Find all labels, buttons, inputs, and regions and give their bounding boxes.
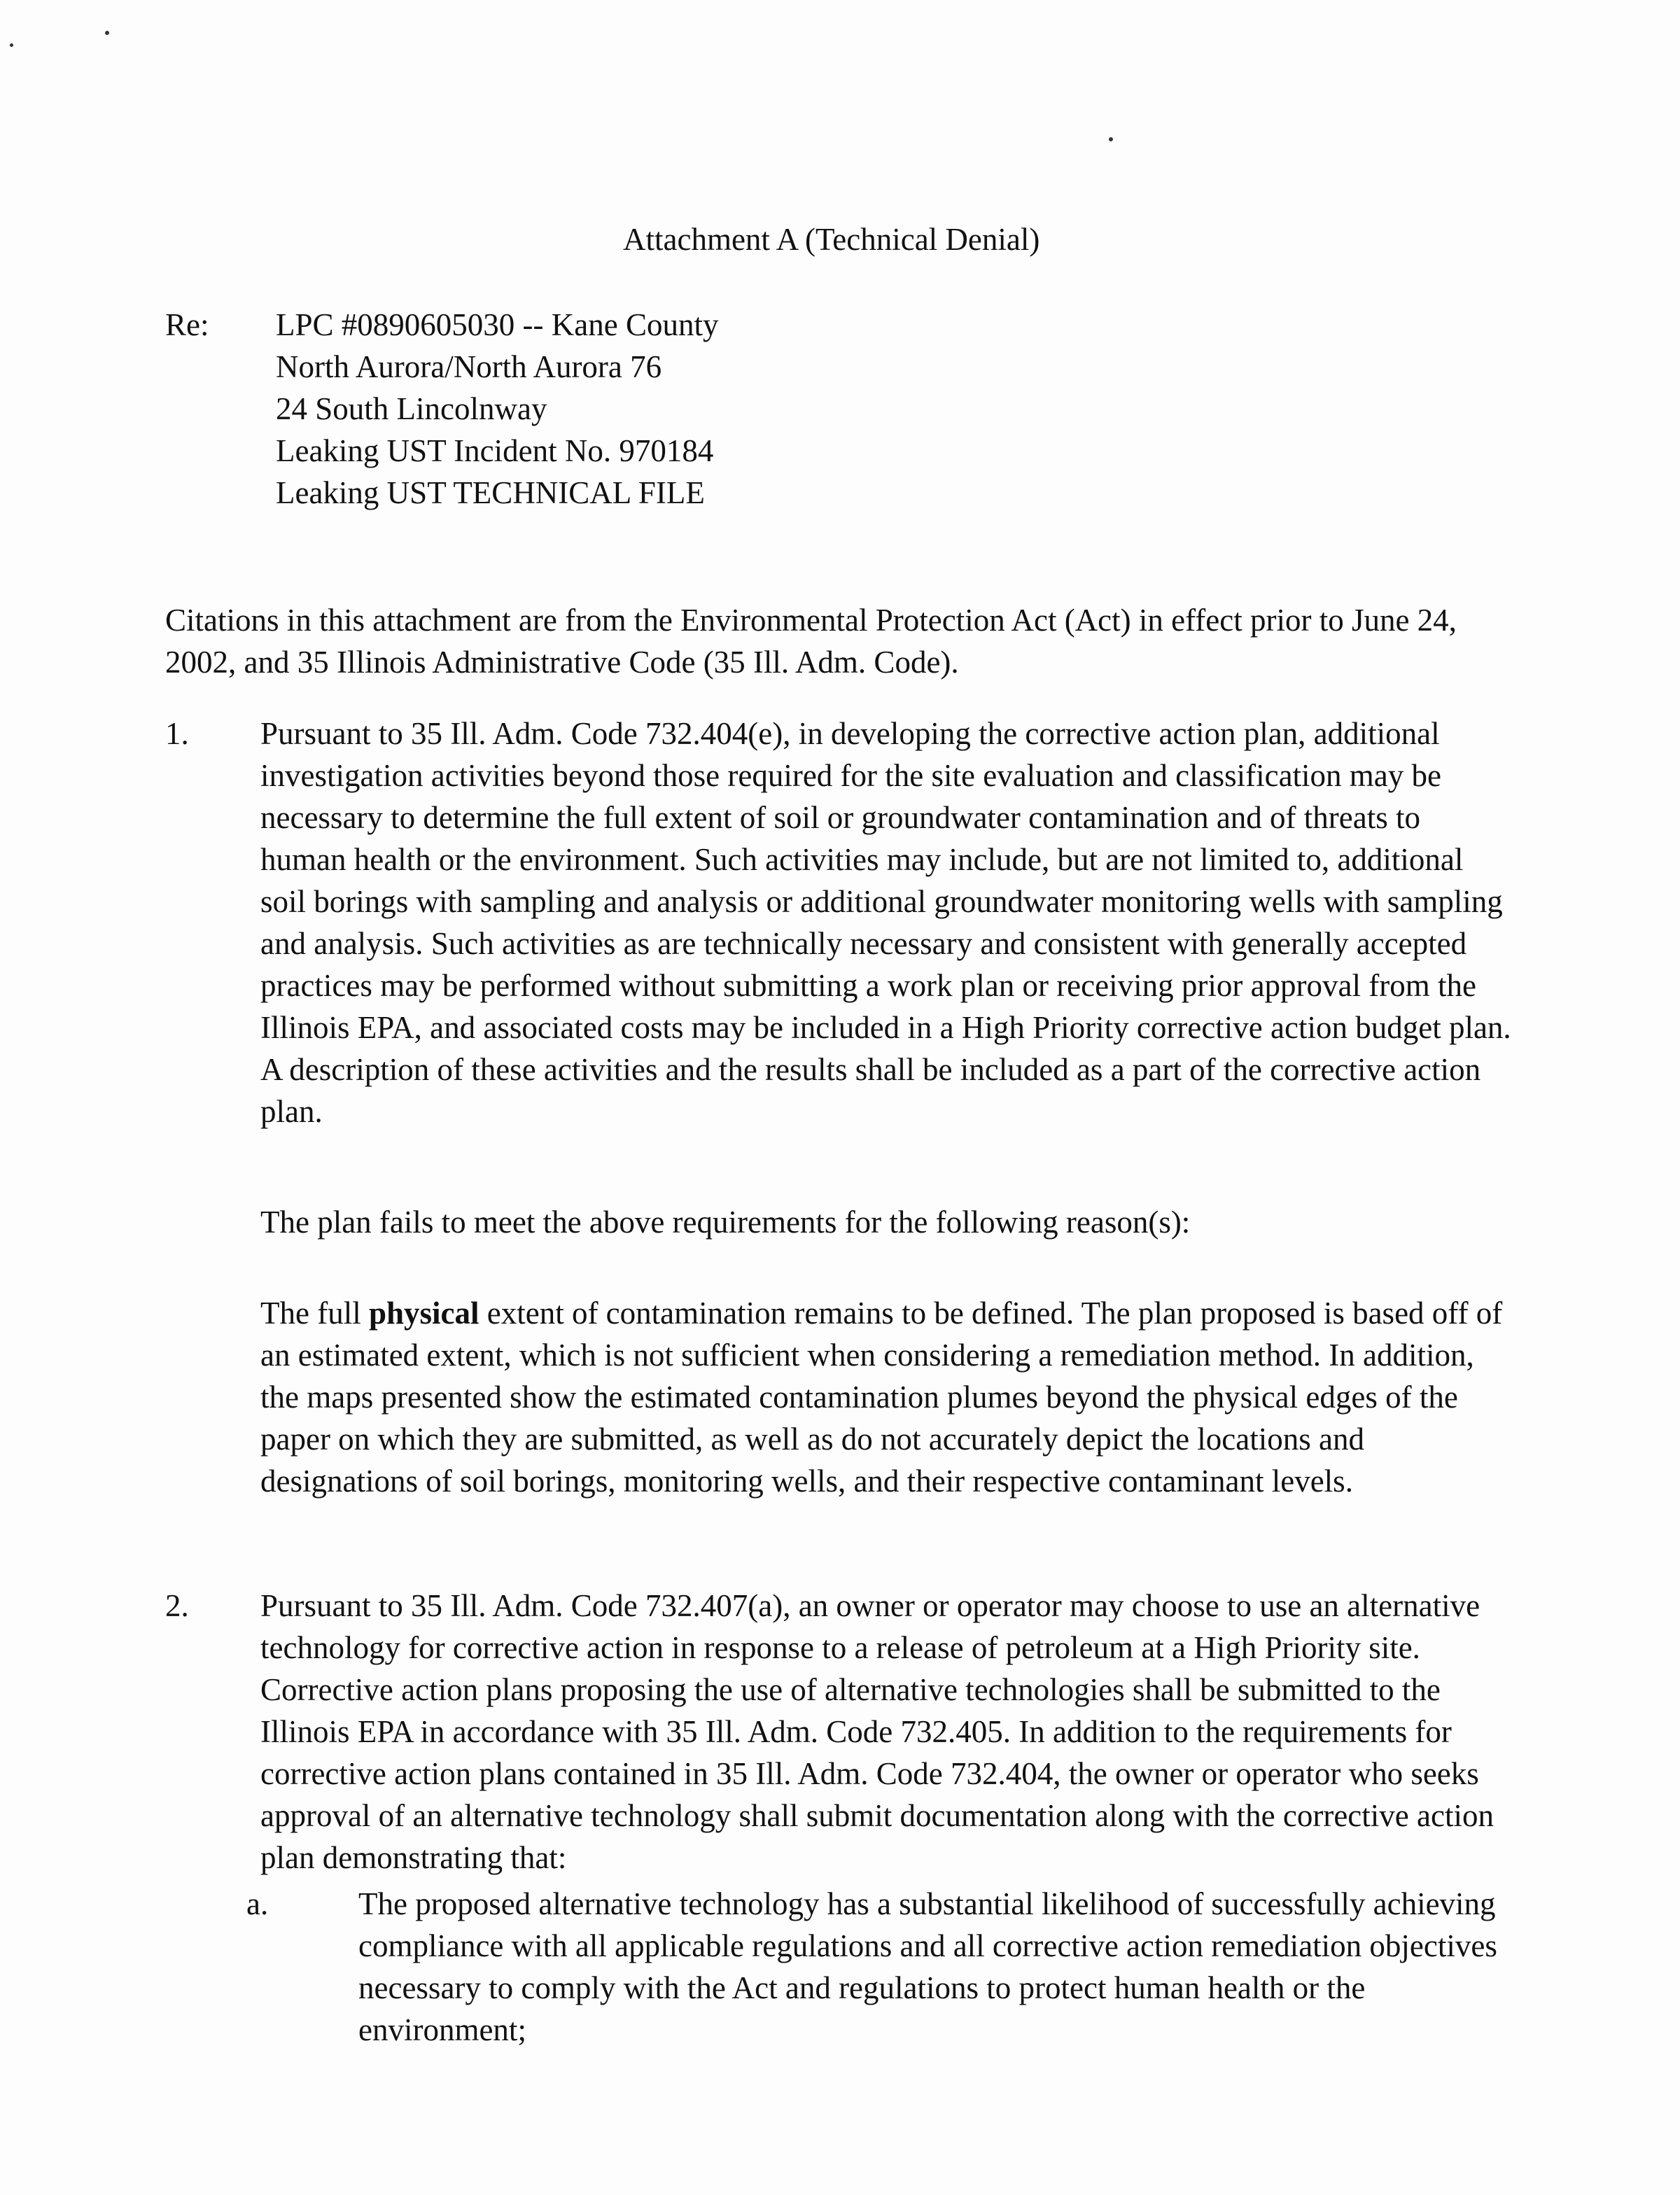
sub-item-letter: a. [246, 1886, 269, 1921]
reason-emphasis: physical [368, 1296, 479, 1331]
item-1-paragraph: Pursuant to 35 Ill. Adm. Code 732.404(e), in developing the corrective action plan, additional investigation activities beyond those required for the site evaluation and classification may be necessary to determine the full extent of soil or groundwater contamination and of threats to human health or the environment. Such activities may include, but are not limited to, additional soil borings with sampling and analysis or additional groundwater monitoring wells with sampling and analysis. Such activities as are technically necessary and consistent with generally accepted practices may be performed without submitting a work plan or receiving prior approval from the Illinois EPA, and associated costs may be included in a High Priority corrective action budget plan. A description of these activities and the results shall be included as a part of the corrective action plan. [260, 716, 1511, 1129]
reference-block [276, 304, 718, 514]
scan-speck [105, 31, 109, 35]
item-number: 1. [165, 716, 189, 751]
item-2-paragraph: Pursuant to 35 Ill. Adm. Code 732.407(a), an owner or operator may choose to use an alternative technology for corrective action in response to a release of petroleum at a High Priority site. Corrective action plans proposing the use of alternative technologies shall be submitted to the Illinois EPA in accordance with 35 Ill. Adm. Code 732.405. In addition to the requirements for corrective action plans contained in 35 Ill. Adm. Code 732.404, the owner or operator who seeks approval of an alternative technology shall submit documentation along with the corrective action plan demonstrating that: [260, 1588, 1494, 1875]
scan-speck [1109, 137, 1113, 141]
reference-line: LPC #0890605030 -- Kane County [276, 307, 719, 342]
intro-paragraph: Citations in this attachment are from the Environmental Protection Act (Act) in effect prior to June 24, 2002, and 35 Illinois Administrative Code (35 Ill. Adm. Code). [165, 603, 1457, 680]
reference-line: Leaking UST TECHNICAL FILE [276, 475, 705, 510]
item-number: 2. [165, 1588, 189, 1623]
reference-line: Leaking UST Incident No. 970184 [276, 433, 714, 468]
reference-line: 24 South Lincolnway [276, 391, 547, 426]
page-title: Attachment A (Technical Denial) [623, 222, 1040, 257]
reference-line: North Aurora/North Aurora 76 [276, 349, 662, 384]
sub-item-paragraph: The proposed alternative technology has a substantial likelihood of successfully achieving compliance with all applicable regulations and all corrective action remediation objectives necessary to comply with the Act and regulations to protect human health or the environment; [358, 1886, 1497, 2047]
item-1-reason [260, 1292, 1513, 1502]
re-label: Re: [165, 307, 209, 342]
scan-speck [10, 43, 13, 47]
reason-text: The full [260, 1296, 369, 1331]
reason-text: extent of contamination remains to be defined. The plan proposed is based off of an estimated extent, which is not sufficient when considering a remediation method. In addition, the maps presented show the estimated contamination plumes beyond the physical edges of the paper on which they are submitted, as well as do not accurately depict the locations and designations of soil borings, monitoring wells, and their respective contaminant levels. [260, 1296, 1503, 1499]
item-1-fails-statement: The plan fails to meet the above requirements for the following reason(s): [260, 1205, 1191, 1240]
